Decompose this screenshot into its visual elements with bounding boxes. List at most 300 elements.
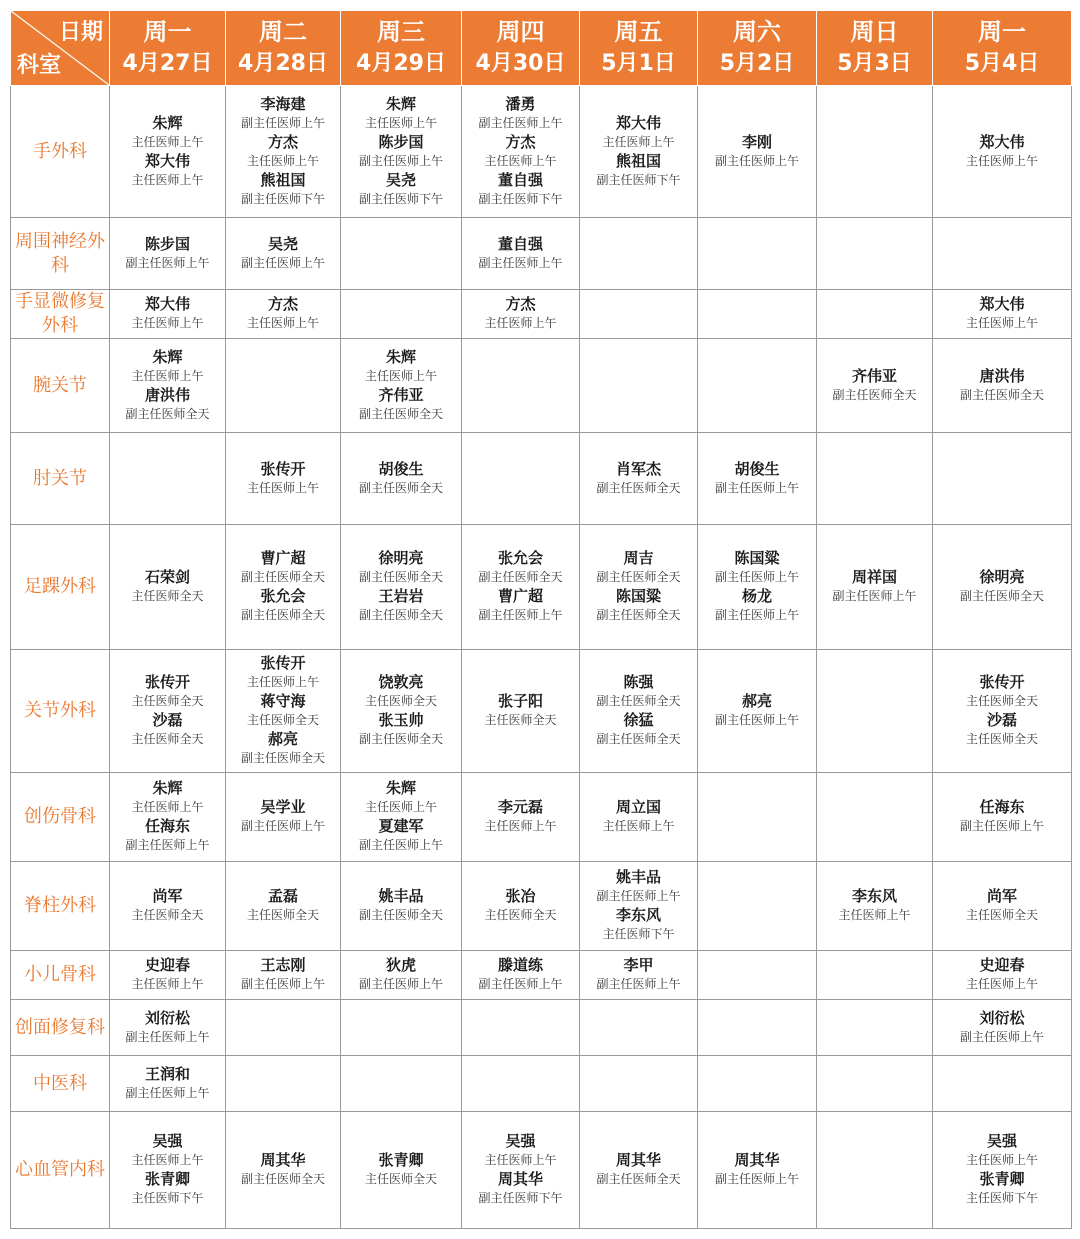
- doctor-title: 主任医师上午: [131, 172, 204, 187]
- schedule-row: [11, 650, 1072, 773]
- schedule-cell: [580, 218, 698, 290]
- schedule-cell: [462, 290, 580, 339]
- doctor-name: 张传开: [979, 673, 1025, 691]
- schedule-cell: [580, 433, 698, 525]
- schedule-cell: [817, 1056, 933, 1112]
- schedule-cell: [817, 1112, 933, 1229]
- doctor-name: 方杰: [267, 295, 298, 313]
- schedule-row: [11, 86, 1072, 218]
- schedule-cell: [341, 290, 462, 339]
- doctor-title: 副主任医师上午: [714, 1172, 799, 1186]
- doctor-name: 张传开: [260, 459, 306, 478]
- doctor-name: 任海东: [979, 798, 1025, 816]
- doctor-title: 主任医师上午: [364, 368, 437, 383]
- doctor-name: 陈步国: [378, 132, 424, 151]
- doctor-title: 主任医师上午: [602, 819, 675, 833]
- doctor-name: 蒋守海: [260, 692, 306, 710]
- department-cell: 关节外科: [11, 650, 110, 773]
- schedule-row: [11, 339, 1072, 433]
- doctor-title: 主任医师上午: [484, 153, 557, 168]
- corner-dept-label: 科室: [17, 53, 62, 78]
- schedule-cell: [817, 86, 933, 218]
- doctor-title: 主任医师全天: [364, 1172, 437, 1186]
- doctor-name: 方杰: [505, 132, 536, 151]
- schedule-cell: [462, 1112, 580, 1229]
- doctor-title: 副主任医师全天: [240, 1172, 325, 1186]
- schedule-cell: [698, 862, 817, 951]
- doctor-name: 曹广超: [260, 549, 306, 567]
- schedule-cell: [933, 525, 1072, 650]
- doctor-name: 陈国粱: [734, 549, 780, 567]
- schedule-cell: [341, 1112, 462, 1229]
- day-weekday: 周四: [496, 18, 545, 46]
- schedule-cell: [110, 650, 226, 773]
- doctor-title: 主任医师下午: [965, 1191, 1038, 1205]
- doctor-title: 副主任医师全天: [240, 751, 325, 765]
- department-cell: 足踝外科: [11, 525, 110, 650]
- doctor-title: 副主任医师全天: [478, 570, 563, 584]
- doctor-title: 主任医师全天: [484, 713, 557, 727]
- schedule-row: [11, 862, 1072, 951]
- day-header: [110, 11, 226, 86]
- doctor-title: 副主任医师上午: [478, 977, 563, 991]
- doctor-name: 刘衍松: [979, 1008, 1025, 1027]
- schedule-cell: [580, 290, 698, 339]
- schedule-cell: [226, 862, 341, 951]
- schedule-cell: [462, 1000, 580, 1056]
- day-weekday: 周六: [733, 18, 781, 46]
- doctor-title: 副主任医师全天: [358, 570, 443, 584]
- doctor-title: 副主任医师全天: [596, 1172, 681, 1186]
- doctor-title: 副主任医师上午: [240, 255, 325, 270]
- schedule-cell: [462, 862, 580, 951]
- schedule-row: [11, 773, 1072, 862]
- doctor-name: 吴学业: [260, 798, 306, 816]
- day-date: 5月3日: [837, 51, 912, 76]
- schedule-cell: [462, 433, 580, 525]
- schedule-cell: [933, 86, 1072, 218]
- doctor-name: 张子阳: [497, 692, 543, 710]
- doctor-title: 主任医师上午: [484, 1153, 557, 1167]
- schedule-cell: [462, 525, 580, 650]
- doctor-title: 主任医师全天: [364, 694, 437, 708]
- doctor-title: 副主任医师全天: [596, 694, 681, 708]
- doctor-name: 周其华: [615, 1151, 661, 1169]
- schedule-cell: [341, 1056, 462, 1112]
- schedule-cell: [110, 525, 226, 650]
- department-cell: 周围神经外科: [11, 218, 110, 290]
- doctor-name: 朱辉: [152, 113, 183, 132]
- doctor-title: 主任医师上午: [131, 977, 204, 991]
- department-cell: 肘关节: [11, 433, 110, 525]
- doctor-title: 主任医师全天: [965, 908, 1038, 922]
- schedule-cell: [698, 525, 817, 650]
- doctor-name: 张允会: [260, 587, 306, 605]
- schedule-row: [11, 290, 1072, 339]
- schedule-row: [11, 433, 1072, 525]
- doctor-title: 主任医师上午: [484, 819, 557, 833]
- schedule-cell: [580, 1000, 698, 1056]
- doctor-title: 主任医师上午: [602, 134, 675, 149]
- day-header: [580, 11, 698, 86]
- schedule-row: [11, 1056, 1072, 1112]
- day-date: 5月4日: [964, 51, 1040, 76]
- day-date: 5月2日: [719, 51, 795, 76]
- doctor-title: 副主任医师下午: [478, 1191, 563, 1205]
- doctor-name: 王岩岩: [378, 587, 424, 605]
- schedule-cell: [110, 862, 226, 951]
- doctor-name: 董自强: [497, 234, 543, 253]
- doctor-name: 郑大伟: [144, 151, 190, 170]
- schedule-cell: [110, 218, 226, 290]
- doctor-name: 曹广超: [497, 587, 543, 605]
- doctor-title: 副主任医师全天: [832, 387, 917, 402]
- doctor-name: 郝亮: [741, 692, 772, 710]
- doctor-title: 主任医师上午: [965, 316, 1038, 330]
- doctor-title: 副主任医师上午: [478, 255, 563, 270]
- doctor-name: 徐明亮: [979, 568, 1025, 586]
- doctor-name: 李甲: [623, 956, 654, 974]
- schedule-cell: [580, 773, 698, 862]
- doctor-title: 主任医师全天: [131, 589, 204, 603]
- day-date: 4月29日: [356, 51, 446, 76]
- department-cell: 手显微修复外科: [11, 290, 110, 339]
- doctor-name: 王润和: [144, 1064, 190, 1083]
- doctor-name: 陈国粱: [615, 587, 661, 605]
- day-header: [933, 11, 1072, 86]
- doctor-title: 主任医师全天: [965, 732, 1038, 746]
- day-header: [226, 11, 341, 86]
- doctor-name: 任海东: [144, 817, 190, 835]
- schedule-cell: [698, 951, 817, 1000]
- doctor-title: 主任医师上午: [838, 908, 911, 922]
- schedule-cell: [341, 525, 462, 650]
- schedule-cell: [580, 1112, 698, 1229]
- doctor-name: 齐伟亚: [851, 366, 897, 385]
- doctor-title: 副主任医师全天: [358, 732, 443, 746]
- doctor-title: 主任医师全天: [131, 908, 204, 922]
- doctor-title: 副主任医师上午: [832, 589, 917, 603]
- doctor-title: 副主任医师下午: [478, 191, 563, 206]
- schedule-cell: [462, 339, 580, 433]
- schedule-cell: [580, 862, 698, 951]
- doctor-title: 副主任医师上午: [125, 255, 210, 270]
- doctor-name: 尚军: [986, 887, 1017, 905]
- doctor-title: 主任医师上午: [965, 1153, 1038, 1167]
- schedule-cell: [226, 951, 341, 1000]
- day-weekday: 周五: [614, 18, 663, 46]
- day-weekday: 周一: [143, 18, 192, 46]
- day-date: 5月1日: [601, 51, 676, 76]
- schedule-cell: [226, 1112, 341, 1229]
- doctor-name: 胡俊生: [378, 459, 424, 478]
- department-cell: 手外科: [11, 86, 110, 218]
- doctor-title: 副主任医师全天: [125, 406, 210, 421]
- schedule-cell: [933, 290, 1072, 339]
- schedule-cell: [341, 650, 462, 773]
- doctor-name: 饶敦亮: [378, 673, 424, 691]
- doctor-name: 姚丰品: [615, 868, 661, 886]
- schedule-body: [11, 86, 1072, 1229]
- schedule-cell: [226, 339, 341, 433]
- doctor-title: 副主任医师上午: [125, 838, 210, 852]
- department-cell: 小儿骨科: [11, 951, 110, 1000]
- schedule-cell: [698, 650, 817, 773]
- doctor-name: 姚丰品: [378, 887, 424, 905]
- schedule-cell: [462, 218, 580, 290]
- day-date: 4月30日: [475, 51, 566, 76]
- doctor-name: 张传开: [144, 673, 190, 691]
- doctor-name: 熊祖国: [260, 170, 306, 189]
- doctor-name: 李东风: [851, 887, 897, 905]
- doctor-title: 副主任医师全天: [959, 387, 1044, 402]
- doctor-name: 陈步国: [144, 234, 190, 253]
- doctor-title: 主任医师全天: [131, 732, 204, 746]
- doctor-title: 副主任医师上午: [125, 1085, 210, 1100]
- doctor-title: 副主任医师上午: [478, 608, 563, 622]
- corner-cell: [11, 11, 110, 86]
- schedule-cell: [933, 1112, 1072, 1229]
- doctor-name: 孟磊: [267, 887, 298, 905]
- schedule-cell: [933, 339, 1072, 433]
- schedule-row: [11, 1112, 1072, 1229]
- doctor-title: 副主任医师上午: [959, 1029, 1044, 1044]
- doctor-name: 史迎春: [144, 956, 190, 974]
- department-cell: 腕关节: [11, 339, 110, 433]
- department-cell: 脊柱外科: [11, 862, 110, 951]
- doctor-title: 副主任医师全天: [240, 608, 325, 622]
- doctor-title: 副主任医师上午: [714, 153, 799, 168]
- doctor-title: 主任医师上午: [246, 316, 319, 330]
- doctor-name: 李海建: [260, 94, 306, 113]
- doctor-name: 肖军杰: [615, 459, 661, 478]
- doctor-title: 主任医师上午: [131, 316, 204, 330]
- doctor-title: 副主任医师下午: [358, 191, 443, 206]
- doctor-title: 主任医师全天: [246, 908, 319, 922]
- doctor-name: 郑大伟: [144, 295, 190, 313]
- doctor-name: 张青卿: [144, 1170, 190, 1188]
- doctor-name: 周其华: [734, 1151, 780, 1169]
- schedule-cell: [110, 339, 226, 433]
- doctor-name: 狄虎: [385, 956, 416, 974]
- doctor-name: 李东风: [615, 906, 661, 924]
- schedule-cell: [110, 773, 226, 862]
- doctor-name: 刘衍松: [144, 1008, 190, 1027]
- doctor-title: 副主任医师全天: [959, 589, 1044, 603]
- doctor-title: 副主任医师上午: [358, 838, 443, 852]
- doctor-name: 郑大伟: [615, 113, 661, 132]
- doctor-name: 张传开: [260, 654, 306, 672]
- doctor-name: 石荣剑: [144, 568, 190, 586]
- department-cell: 心血管内科: [11, 1112, 110, 1229]
- doctor-title: 主任医师下午: [131, 1191, 204, 1205]
- doctor-title: 主任医师全天: [965, 694, 1038, 708]
- day-header: [341, 11, 462, 86]
- doctor-name: 沙磊: [986, 711, 1017, 729]
- doctor-title: 主任医师上午: [246, 153, 319, 168]
- schedule-cell: [698, 218, 817, 290]
- doctor-name: 董自强: [497, 170, 543, 189]
- doctor-title: 主任医师下午: [602, 927, 675, 941]
- schedule-cell: [110, 290, 226, 339]
- schedule-cell: [698, 773, 817, 862]
- doctor-title: 副主任医师上午: [240, 819, 325, 833]
- doctor-name: 滕道练: [497, 956, 543, 974]
- schedule-cell: [580, 525, 698, 650]
- schedule-cell: [110, 1000, 226, 1056]
- schedule-cell: [698, 433, 817, 525]
- doctor-name: 唐洪伟: [144, 385, 190, 404]
- doctor-name: 吴强: [152, 1132, 183, 1150]
- doctor-title: 副主任医师上午: [714, 608, 799, 622]
- schedule-cell: [933, 218, 1072, 290]
- doctor-name: 吴强: [505, 1132, 536, 1150]
- doctor-name: 朱辉: [152, 347, 183, 366]
- doctor-name: 周吉: [623, 549, 654, 567]
- doctor-name: 潘勇: [505, 94, 536, 113]
- doctor-name: 吴尧: [385, 170, 416, 189]
- schedule-cell: [580, 951, 698, 1000]
- schedule-cell: [341, 339, 462, 433]
- schedule-cell: [698, 1112, 817, 1229]
- doctor-title: 副主任医师上午: [240, 977, 325, 991]
- doctor-name: 夏建军: [378, 817, 424, 835]
- schedule-cell: [933, 951, 1072, 1000]
- day-weekday: 周三: [377, 18, 425, 46]
- doctor-name: 张青卿: [979, 1170, 1025, 1188]
- doctor-name: 张青卿: [378, 1151, 424, 1169]
- doctor-name: 吴尧: [267, 234, 298, 253]
- schedule-cell: [110, 951, 226, 1000]
- doctor-title: 主任医师上午: [965, 153, 1038, 168]
- doctor-name: 李元磊: [497, 798, 543, 816]
- doctor-title: 副主任医师全天: [358, 406, 443, 421]
- doctor-title: 主任医师上午: [246, 480, 319, 495]
- corner-date-label: 日期: [58, 20, 103, 45]
- schedule-cell: [933, 650, 1072, 773]
- doctor-name: 郑大伟: [979, 132, 1025, 151]
- doctor-name: 张冶: [505, 887, 536, 905]
- doctor-name: 杨龙: [741, 587, 772, 605]
- schedule-cell: [698, 1056, 817, 1112]
- schedule-cell: [580, 86, 698, 218]
- schedule-cell: [817, 951, 933, 1000]
- schedule-cell: [110, 1056, 226, 1112]
- doctor-title: 主任医师上午: [364, 115, 437, 130]
- doctor-title: 副主任医师全天: [596, 570, 681, 584]
- schedule-cell: [580, 650, 698, 773]
- doctor-name: 徐明亮: [378, 549, 424, 567]
- schedule-cell: [341, 1000, 462, 1056]
- doctor-name: 朱辉: [385, 347, 416, 366]
- doctor-name: 吴强: [986, 1132, 1017, 1150]
- doctor-title: 副主任医师全天: [358, 480, 443, 495]
- day-date: 4月28日: [238, 51, 328, 76]
- schedule-cell: [933, 433, 1072, 525]
- department-cell: 中医科: [11, 1056, 110, 1112]
- doctor-title: 主任医师全天: [131, 694, 204, 708]
- doctor-name: 史迎春: [979, 956, 1025, 974]
- schedule-cell: [462, 1056, 580, 1112]
- schedule-cell: [341, 433, 462, 525]
- doctor-title: 副主任医师上午: [358, 977, 443, 991]
- schedule-table: [10, 10, 1072, 1229]
- doctor-name: 周其华: [260, 1151, 306, 1169]
- schedule-cell: [341, 86, 462, 218]
- doctor-name: 李刚: [741, 132, 772, 151]
- doctor-name: 沙磊: [152, 711, 183, 729]
- doctor-title: 主任医师上午: [131, 368, 204, 383]
- day-weekday: 周一: [978, 18, 1026, 46]
- doctor-title: 主任医师上午: [131, 134, 204, 149]
- schedule-cell: [226, 525, 341, 650]
- doctor-name: 周立国: [615, 798, 661, 816]
- schedule-cell: [698, 86, 817, 218]
- doctor-name: 胡俊生: [734, 459, 780, 478]
- doctor-title: 副主任医师上午: [596, 889, 681, 903]
- schedule-cell: [580, 339, 698, 433]
- schedule-cell: [580, 1056, 698, 1112]
- schedule-cell: [817, 1000, 933, 1056]
- doctor-name: 朱辉: [152, 779, 183, 797]
- schedule-cell: [226, 290, 341, 339]
- doctor-title: 副主任医师上午: [714, 570, 799, 584]
- schedule-cell: [110, 86, 226, 218]
- schedule-cell: [110, 1112, 226, 1229]
- doctor-name: 陈强: [623, 673, 654, 691]
- schedule-row: [11, 1000, 1072, 1056]
- doctor-name: 朱辉: [385, 779, 416, 797]
- doctor-title: 副主任医师上午: [596, 977, 681, 991]
- doctor-name: 张玉帅: [378, 711, 424, 729]
- schedule-cell: [226, 773, 341, 862]
- schedule-cell: [698, 339, 817, 433]
- doctor-title: 副主任医师全天: [596, 608, 681, 622]
- doctor-title: 主任医师上午: [364, 800, 437, 814]
- doctor-title: 副主任医师上午: [714, 713, 799, 727]
- schedule-cell: [462, 951, 580, 1000]
- doctor-title: 副主任医师上午: [358, 153, 443, 168]
- doctor-title: 副主任医师下午: [240, 191, 325, 206]
- schedule-cell: [462, 773, 580, 862]
- schedule-cell: [341, 862, 462, 951]
- doctor-name: 周其华: [497, 1170, 543, 1188]
- schedule-cell: [341, 773, 462, 862]
- doctor-name: 熊祖国: [615, 151, 661, 170]
- schedule-cell: [817, 290, 933, 339]
- doctor-title: 主任医师上午: [965, 977, 1038, 991]
- schedule-cell: [341, 218, 462, 290]
- department-cell: 创伤骨科: [11, 773, 110, 862]
- schedule-cell: [462, 650, 580, 773]
- schedule-cell: [933, 1056, 1072, 1112]
- doctor-name: 尚军: [152, 887, 183, 905]
- department-cell: 创面修复科: [11, 1000, 110, 1056]
- doctor-name: 王志刚: [260, 956, 306, 974]
- header-row: [11, 11, 1072, 86]
- doctor-name: 张允会: [497, 549, 543, 567]
- doctor-title: 副主任医师上午: [478, 115, 563, 130]
- schedule-cell: [698, 290, 817, 339]
- doctor-title: 副主任医师上午: [125, 1029, 210, 1044]
- doctor-title: 主任医师上午: [131, 1153, 204, 1167]
- day-header: [817, 11, 933, 86]
- schedule-cell: [110, 433, 226, 525]
- day-weekday: 周日: [850, 18, 899, 46]
- schedule-cell: [226, 1000, 341, 1056]
- schedule-cell: [817, 218, 933, 290]
- doctor-title: 副主任医师上午: [959, 819, 1044, 833]
